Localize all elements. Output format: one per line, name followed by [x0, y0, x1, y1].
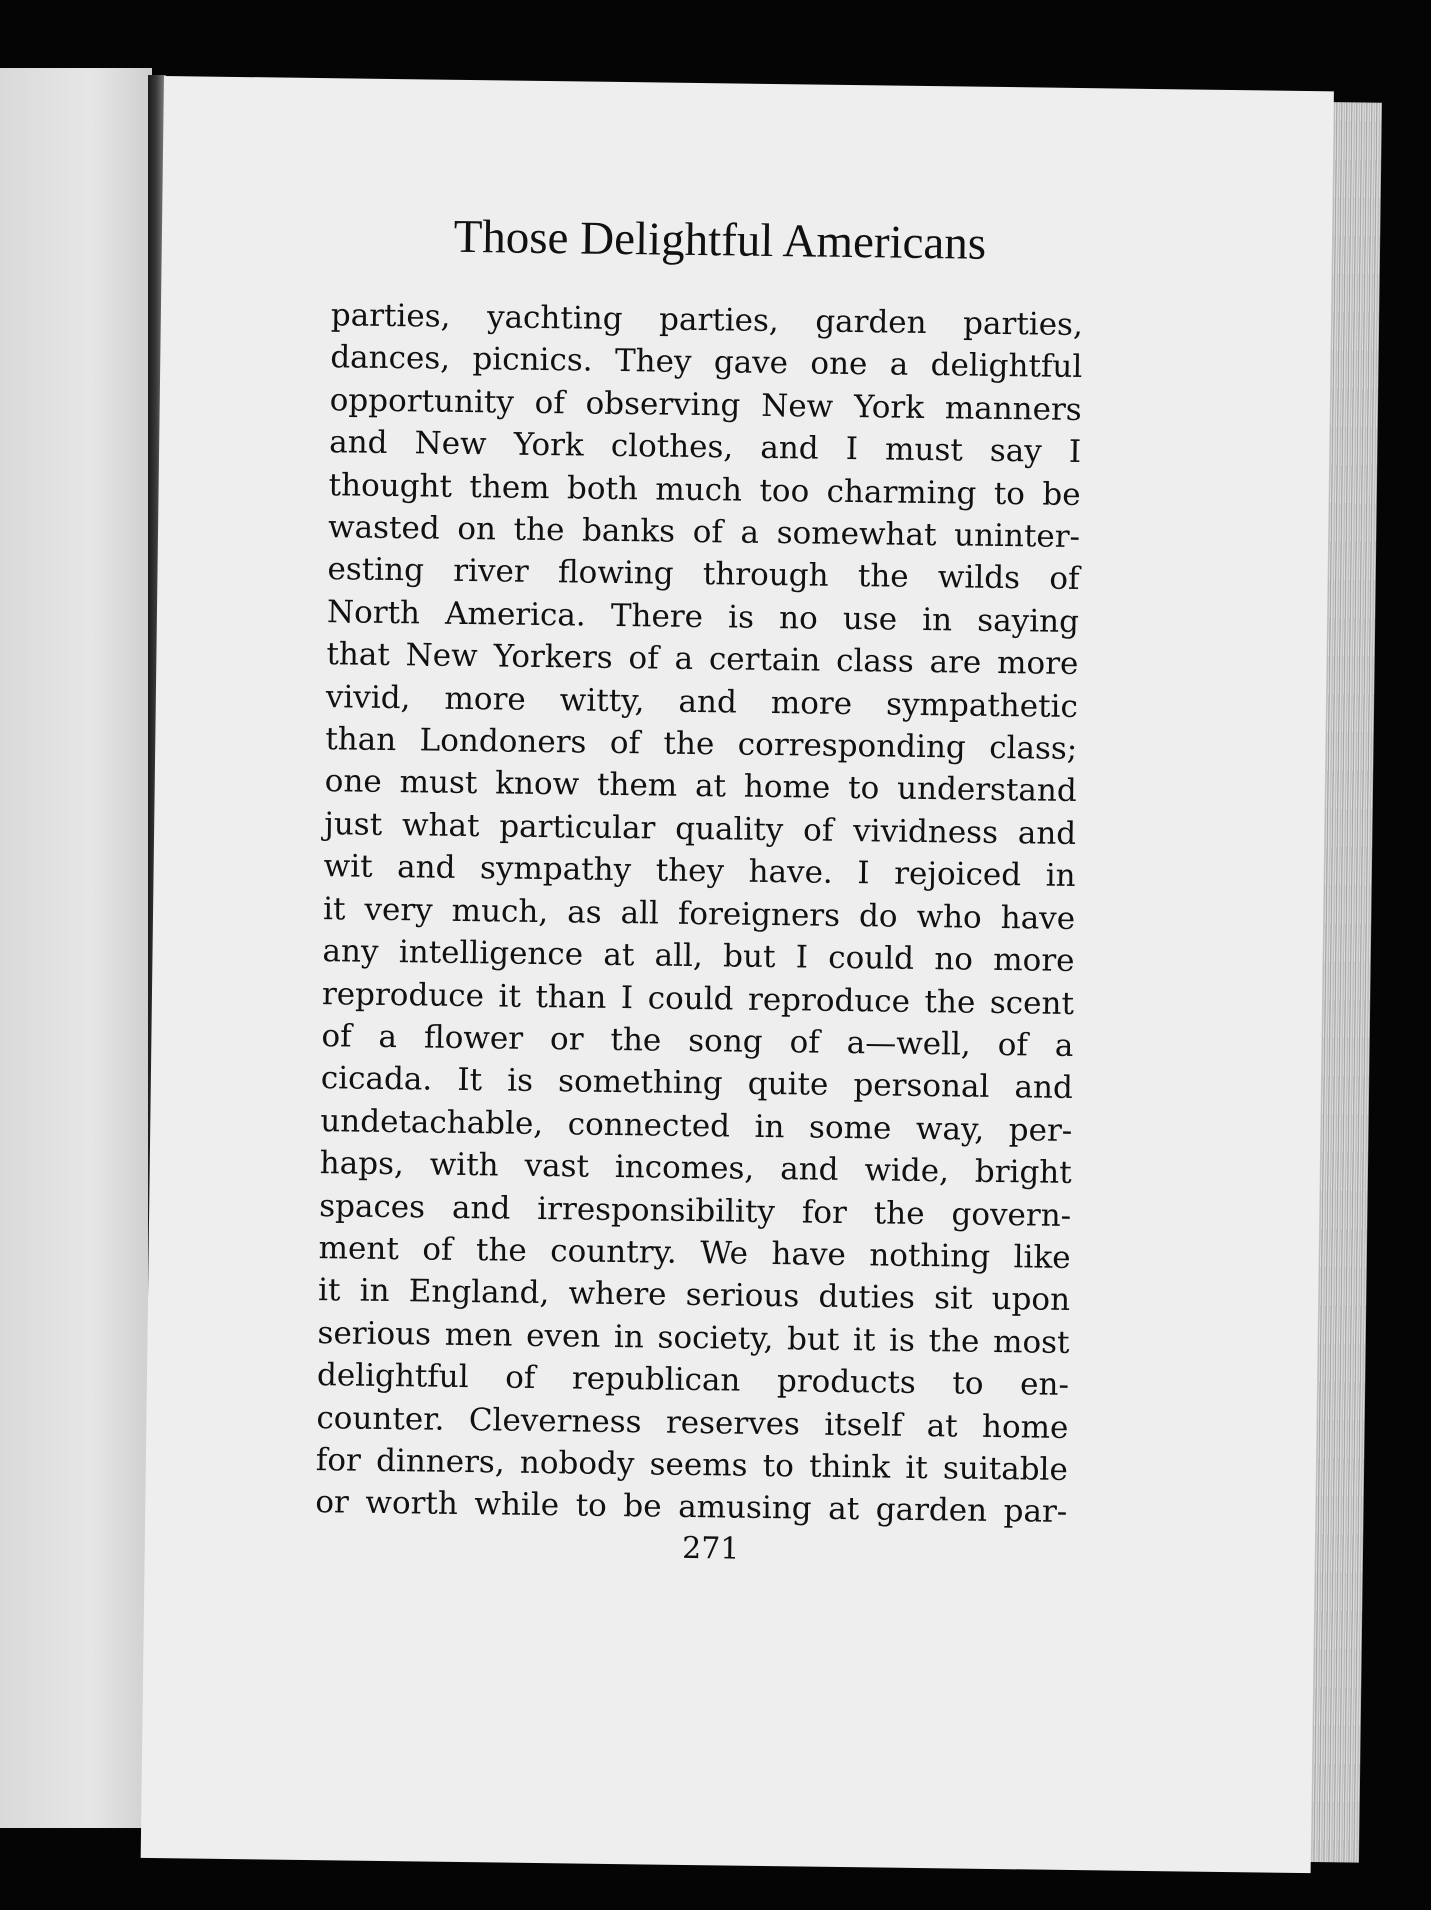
text-line: esting river flowing through the wilds of — [327, 551, 1080, 598]
text-line: that New Yorkers of a certain class are more — [326, 636, 1079, 683]
page-number: 271 — [681, 1530, 740, 1567]
text-line: and New York clothes, and I must say I — [328, 424, 1082, 471]
text-line: undetachable, connected in some way, per- — [320, 1102, 1073, 1149]
text-line: dances, picnics. They gave one a delightful — [330, 339, 1083, 386]
text-line: of a flower or the song of a—well, of a — [321, 1018, 1074, 1064]
text-line: wasted on the banks of a somewhat uninter- — [327, 509, 1081, 556]
text-line: for dinners, nobody seems to think it suitable — [315, 1442, 1069, 1488]
text-line: any intelligence at all, but I could no more — [322, 933, 1075, 980]
text-line: it very much, as all foreigners do who have — [322, 890, 1076, 937]
text-line: one must know them at home to understand — [324, 763, 1077, 810]
text-line: ment of the country. We have nothing like — [318, 1230, 1071, 1276]
body-text — [315, 294, 1083, 1534]
book-page — [141, 76, 1334, 1873]
text-line: spaces and irresponsibility for the govern- — [318, 1187, 1072, 1234]
text-line: than Londoners of the corresponding class; — [325, 721, 1078, 768]
text-line: wit and sympathy they have. I rejoiced in — [323, 848, 1076, 895]
running-head: Those Delightful Americans — [453, 210, 987, 270]
text-line: North America. There is no use in saying — [326, 594, 1080, 640]
left-page-edge — [0, 68, 152, 1828]
text-line: reproduce it than I could reproduce the scent — [321, 975, 1075, 1022]
text-line: parties, yachting parties, garden parties, — [330, 297, 1084, 344]
text-line: or worth while to be amusing at garden par- — [315, 1484, 1068, 1531]
text-line: delightful of republican products to en- — [316, 1357, 1070, 1404]
text-line: vivid, more witty, and more sympathetic — [325, 678, 1079, 725]
text-line: haps, with vast incomes, and wide, bright — [319, 1145, 1072, 1192]
text-line: serious men even in society, but it is the most — [317, 1314, 1070, 1361]
text-line: thought them both much too charming to be — [328, 466, 1081, 513]
text-line: it in England, where serious duties sit upon — [317, 1272, 1071, 1319]
text-line: counter. Cleverness reserves itself at home — [316, 1399, 1069, 1446]
text-line: cicada. It is something quite personal and — [320, 1060, 1074, 1107]
text-line: opportunity of observing New York manners — [329, 382, 1082, 428]
text-line: just what particular quality of vividness and — [323, 806, 1077, 852]
